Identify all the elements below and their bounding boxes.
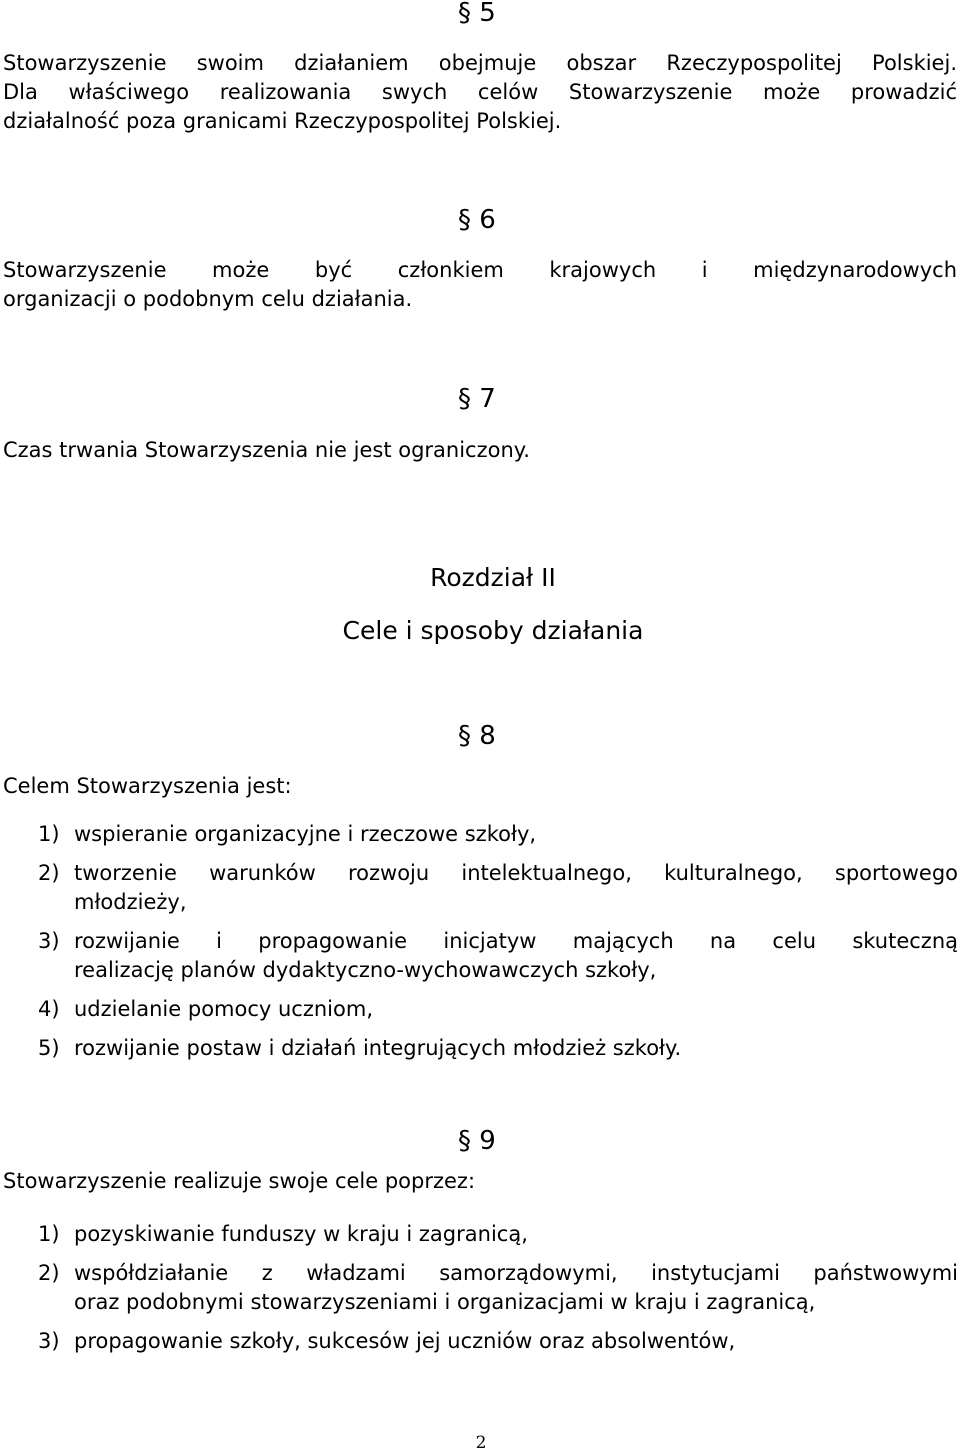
list-item-text: młodzieży, — [74, 890, 187, 914]
list-item-number: 1) — [38, 1222, 60, 1246]
page-number: 2 — [475, 1433, 487, 1453]
list-item-text: propagowanie szkoły, sukcesów jej uczniów oraz absolwentów, — [74, 1329, 736, 1353]
list-item-text: wspieranie organizacyjne i rzeczowe szkoły, — [74, 822, 537, 846]
list-item-number: 2) — [38, 1261, 60, 1285]
paragraph-line: organizacji o podobnym celu działania. — [3, 287, 413, 311]
section-7-mark: § 7 — [458, 384, 496, 414]
paragraph-line: Stowarzyszenie może być członkiem krajowych i międzynarodowych — [3, 258, 957, 282]
section-8-mark: § 8 — [458, 721, 496, 751]
paragraph-line: Dla właściwego realizowania swych celów Stowarzyszenie może prowadzić — [3, 80, 957, 104]
list-item-number: 3) — [38, 929, 60, 953]
list-item-text: współdziałanie z władzami samorządowymi, instytucjami państwowymi — [74, 1261, 958, 1285]
section-9-mark: § 9 — [458, 1126, 496, 1156]
section-9-intro: Stowarzyszenie realizuje swoje cele poprzez: — [3, 1169, 476, 1193]
section-5-paragraph — [3, 49, 957, 136]
section-7-paragraph — [3, 436, 957, 465]
list-item-number: 3) — [38, 1329, 60, 1353]
list-item-text: pozyskiwanie funduszy w kraju i zagranicą, — [74, 1222, 528, 1246]
list-item — [38, 927, 958, 985]
paragraph-line: Stowarzyszenie swoim działaniem obejmuje obszar Rzeczypospolitej Polskiej. — [3, 51, 957, 75]
list-item — [38, 820, 958, 849]
section-6-mark: § 6 — [458, 205, 496, 235]
section-8-intro: Celem Stowarzyszenia jest: — [3, 774, 292, 798]
chapter-title: Cele i sposoby działania — [342, 616, 644, 645]
chapter-number: Rozdział II — [430, 563, 556, 592]
section-5-mark: § 5 — [458, 0, 496, 28]
list-item-number: 2) — [38, 861, 60, 885]
list-item-number: 5) — [38, 1036, 60, 1060]
list-item-text: tworzenie warunków rozwoju intelektualnego, kulturalnego, sportowego — [74, 861, 958, 885]
list-item — [38, 1259, 958, 1317]
list-item — [38, 995, 958, 1024]
paragraph-line: działalność poza granicami Rzeczypospolitej Polskiej. — [3, 109, 562, 133]
list-item-text: udzielanie pomocy uczniom, — [74, 997, 373, 1021]
list-item-text: realizację planów dydaktyczno-wychowawczych szkoły, — [74, 958, 657, 982]
list-item — [38, 1220, 958, 1249]
list-item — [38, 1327, 958, 1356]
list-item-text: rozwijanie postaw i działań integrujących młodzież szkoły. — [74, 1036, 682, 1060]
list-item-text: rozwijanie i propagowanie inicjatyw mających na celu skuteczną — [74, 929, 958, 953]
list-item-number: 4) — [38, 997, 60, 1021]
list-item-text: oraz podobnymi stowarzyszeniami i organizacjami w kraju i zagranicą, — [74, 1290, 816, 1314]
section-6-paragraph — [3, 256, 957, 314]
list-item — [38, 859, 958, 917]
paragraph-line: Czas trwania Stowarzyszenia nie jest ograniczony. — [3, 438, 530, 462]
list-item-number: 1) — [38, 822, 60, 846]
list-item — [38, 1034, 958, 1063]
